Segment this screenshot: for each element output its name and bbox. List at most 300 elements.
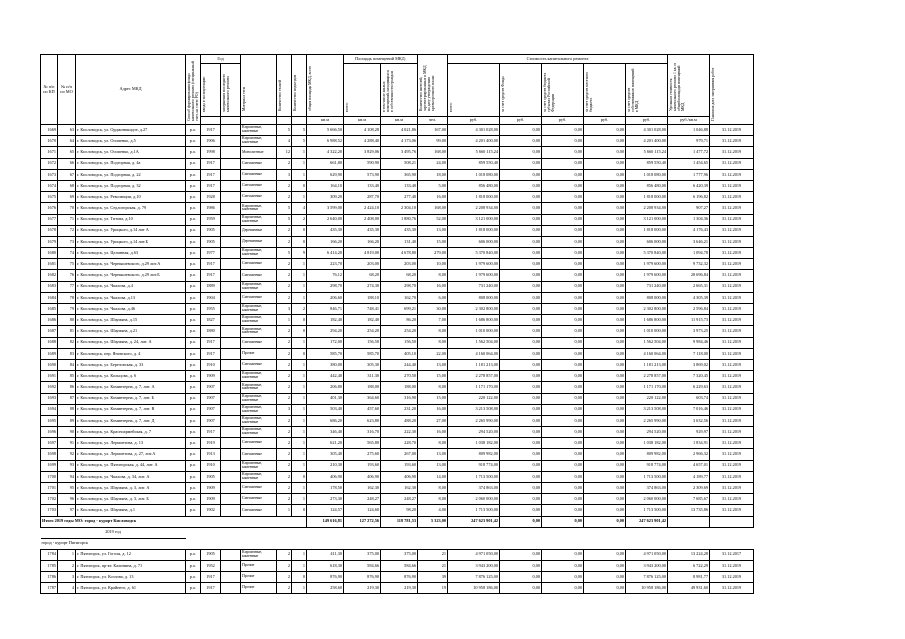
row-cost-total: 2 208 934,00 — [448, 203, 500, 214]
row-cost-total: 2 265 990,00 — [448, 415, 500, 426]
row-entrances: 1 — [292, 281, 307, 292]
row-wall-material: Деревянные — [241, 236, 277, 247]
row-deadline: 31.12.2019 — [710, 147, 754, 158]
row-deadline: 31.12.2019 — [710, 438, 754, 449]
row-year-last-repair — [221, 583, 241, 594]
row-cost-owners: 1 562 504,00 — [626, 337, 668, 348]
row-entrances: 1 — [292, 404, 307, 415]
row-year-last-repair — [221, 393, 241, 404]
row-address: г. Кисловодск, ул. Лермонтова, д. 13 — [76, 438, 186, 449]
row-fund-method: р.о. — [186, 404, 201, 415]
row-residents: 27,00 — [418, 415, 448, 426]
row-cost-local: 0,00 — [584, 438, 626, 449]
row-cost-regional: 0,00 — [542, 292, 584, 303]
row-num-mo: 95 — [58, 483, 76, 494]
row-num-mo: 84 — [58, 359, 76, 370]
row-specific-cost: 6 196,82 — [668, 192, 710, 203]
row-num-pp: 1682 — [41, 270, 58, 281]
row-cost-total: 374 863,00 — [448, 483, 500, 494]
row-entrances: 2 — [292, 304, 307, 315]
row-floors: 2 — [277, 483, 292, 494]
row-area-all: 316,70 — [344, 427, 381, 438]
row-entrances: 1 — [292, 427, 307, 438]
row-area-all: 124,60 — [344, 505, 381, 516]
row-cost-regional: 0,00 — [542, 315, 584, 326]
row-cost-regional: 0,00 — [542, 259, 584, 270]
row-num-pp: 1686 — [41, 315, 58, 326]
row-num-mo: 74 — [58, 248, 76, 259]
row-area-residential: 270,50 — [381, 371, 418, 382]
row-cost-owners: 2 302 800,00 — [626, 304, 668, 315]
row-cost-local: 0,00 — [584, 359, 626, 370]
row-fund-method: р.о. — [186, 248, 201, 259]
row-cost-fund: 0,00 — [500, 583, 542, 594]
row-num-mo: 72 — [58, 225, 76, 236]
row-area-all: 188,10 — [344, 292, 381, 303]
row-year-last-repair — [221, 359, 241, 370]
row-cost-total: 2 278 857,00 — [448, 371, 500, 382]
row-entrances: 1 — [292, 438, 307, 449]
row-residents: 279,00 — [418, 248, 448, 259]
row-year-last-repair — [221, 337, 241, 348]
row-deadline: 31.12.2019 — [710, 494, 754, 505]
row-cost-local: 0,00 — [584, 236, 626, 247]
table-row — [41, 281, 754, 292]
row-year-built: 1998 — [201, 147, 221, 158]
row-cost-total: 1 686 800,00 — [448, 315, 500, 326]
row-cost-fund: 0,00 — [500, 449, 542, 460]
row-num-pp: 1678 — [41, 225, 58, 236]
row-year-last-repair — [221, 192, 241, 203]
row-wall-material: Кирпичные, каменные — [241, 549, 277, 560]
row-area-residential: 162,70 — [381, 292, 418, 303]
row-residents: 5,00 — [418, 180, 448, 191]
row-year-last-repair — [221, 560, 241, 571]
row-specific-cost: 2 665,31 — [668, 281, 710, 292]
table-row — [41, 248, 754, 259]
row-specific-cost: 2 966,32 — [668, 449, 710, 460]
row-num-pp: 1701 — [41, 483, 58, 494]
row-fund-method: р.о. — [186, 393, 201, 404]
row-wall-material: Кирпичные, каменные — [241, 371, 277, 382]
row-cost-total: 809 982,00 — [448, 449, 500, 460]
row-area-residential: 405,10 — [381, 348, 418, 359]
row-area-all: 435,30 — [344, 225, 381, 236]
row-wall-material: Кирпичные, каменные — [241, 393, 277, 404]
row-total-area: 210,30 — [307, 460, 344, 471]
row-cost-total: 856 480,00 — [448, 180, 500, 191]
row-fund-method: р.о. — [186, 225, 201, 236]
row-num-mo: 4 — [58, 583, 76, 594]
row-total-area: 124,57 — [307, 505, 344, 516]
row-year-last-repair — [221, 292, 241, 303]
row-wall-material: Кирпичные, каменные — [241, 248, 277, 259]
row-year-built: 1907 — [201, 404, 221, 415]
row-wall-material: Смешанные — [241, 169, 277, 180]
table-row — [41, 236, 754, 247]
table-total-section — [41, 516, 754, 549]
row-num-pp: 1688 — [41, 337, 58, 348]
row-address: г. Кисловодск, ул. Пятигорская, д. 44, лит. А — [76, 460, 186, 471]
row-area-residential: 3 495,76 — [381, 147, 418, 158]
row-cost-total: 3 213 508,00 — [448, 404, 500, 415]
row-entrances: 0 — [292, 236, 307, 247]
row-num-mo: 71 — [58, 214, 76, 225]
row-num-pp: 1689 — [41, 348, 58, 359]
row-floors: 2 — [277, 236, 292, 247]
row-cost-total: 7 876 125,00 — [448, 571, 500, 582]
row-fund-method: р.о. — [186, 549, 201, 560]
row-cost-local: 0,00 — [584, 214, 626, 225]
row-num-mo: 65 — [58, 147, 76, 158]
table-row — [41, 404, 754, 415]
row-year-built: 1917 — [201, 158, 221, 169]
row-area-all: 573,90 — [344, 169, 381, 180]
row-residents: 8,00 — [418, 337, 448, 348]
row-num-mo: 68 — [58, 180, 76, 191]
row-cost-total: 220 122,00 — [448, 393, 500, 404]
row-floors: 2 — [277, 337, 292, 348]
row-address: г. Кисловодск, ул. Целинная, д.63 — [76, 248, 186, 259]
row-cost-regional: 0,00 — [542, 281, 584, 292]
header-cost-owners: за счет средств собственников помещений в МКД — [626, 64, 668, 117]
row-area-all: 375,00 — [344, 549, 381, 560]
header-area-residential: в том числе жилых помещений, находящихся в собственности граждан — [381, 64, 418, 117]
row-cost-regional: 0,00 — [542, 169, 584, 180]
row-num-mo: 67 — [58, 169, 76, 180]
row-year-built: 1917 — [201, 583, 221, 594]
row-entrances: 1 — [292, 460, 307, 471]
row-specific-cost: 3 869,02 — [668, 359, 710, 370]
row-cost-local: 0,00 — [584, 248, 626, 259]
table-row — [41, 136, 754, 147]
row-area-all: 203,00 — [344, 259, 381, 270]
row-floors: 2 — [277, 270, 292, 281]
row-cost-total: 731 240,00 — [448, 281, 500, 292]
row-area-all: 4 819,00 — [344, 248, 381, 259]
row-floors: 2 — [277, 393, 292, 404]
row-specific-cost: 1 094,78 — [668, 248, 710, 259]
row-specific-cost: 1 834,91 — [668, 438, 710, 449]
row-fund-method: р.о. — [186, 337, 201, 348]
row-area-all: 585,70 — [344, 348, 381, 359]
row-wall-material: Кирпичные, каменные — [241, 415, 277, 426]
row-wall-material: Смешанные — [241, 259, 277, 270]
row-year-last-repair — [221, 225, 241, 236]
table-row — [41, 348, 754, 359]
row-address: г. Кисловодск, ул. Кольцова, д. 6 — [76, 371, 186, 382]
row-cost-fund: 0,00 — [500, 348, 542, 359]
row-floors: 2 — [277, 449, 292, 460]
row-cost-total: 4 301 028,00 — [448, 125, 500, 136]
table-row — [41, 326, 754, 337]
row-num-pp: 1699 — [41, 460, 58, 471]
row-wall-material: Смешанные — [241, 180, 277, 191]
row-address: г. Кисловодск, пер. Яновского, д. 4 — [76, 348, 186, 359]
row-year-built: 1907 — [201, 382, 221, 393]
row-entrances: 1 — [292, 393, 307, 404]
row-area-all: 748,41 — [344, 304, 381, 315]
row-cost-local: 0,00 — [584, 460, 626, 471]
table-row — [41, 583, 754, 594]
row-area-residential: 254,20 — [381, 326, 418, 337]
row-num-pp: 1700 — [41, 471, 58, 482]
row-deadline: 31.12.2019 — [710, 483, 754, 494]
row-year-built: 1909 — [201, 483, 221, 494]
row-cost-fund: 0,00 — [500, 292, 542, 303]
row-area-residential: 162,30 — [381, 483, 418, 494]
row-fund-method: р.о. — [186, 359, 201, 370]
row-floors: 2 — [277, 549, 292, 560]
row-area-all: 182,40 — [344, 315, 381, 326]
row-area-residential: 219,30 — [381, 583, 418, 594]
row-fund-method: р.о. — [186, 560, 201, 571]
row-entrances: 1 — [292, 259, 307, 270]
header-area-group: Площадь помещений МКД: — [344, 55, 418, 64]
row-cost-local: 0,00 — [584, 549, 626, 560]
year-label-row — [41, 527, 754, 538]
row-year-last-repair — [221, 270, 241, 281]
row-residents: 21 — [418, 560, 448, 571]
row-num-mo: 85 — [58, 371, 76, 382]
row-cost-total: 1 038 182,00 — [448, 438, 500, 449]
row-entrances: 1 — [292, 549, 307, 560]
row-wall-material: Монолитные — [241, 147, 277, 158]
row-area-residential: 365,90 — [381, 169, 418, 180]
row-cost-owners: 1 010 000,00 — [626, 326, 668, 337]
row-cost-local: 0,00 — [584, 583, 626, 594]
row-num-pp: 1691 — [41, 371, 58, 382]
row-num-pp: 1669 — [41, 125, 58, 136]
row-num-pp: 1684 — [41, 292, 58, 303]
row-floors: 2 — [277, 560, 292, 571]
row-specific-cost: 28 696,84 — [668, 270, 710, 281]
row-residents: 15,00 — [418, 393, 448, 404]
row-cost-fund: 0,00 — [500, 382, 542, 393]
row-cost-local: 0,00 — [584, 281, 626, 292]
row-cost-owners: 731 240,00 — [626, 281, 668, 292]
table-row — [41, 571, 754, 582]
row-residents: 7,00 — [418, 315, 448, 326]
row-address: г. Кисловодск, ул. Шаумяна, д. 3, лит. А — [76, 483, 186, 494]
row-cost-fund: 0,00 — [500, 571, 542, 582]
row-entrances: 0 — [292, 571, 307, 582]
row-fund-method: р.о. — [186, 136, 201, 147]
table-row — [41, 225, 754, 236]
row-cost-local: 0,00 — [584, 427, 626, 438]
row-cost-regional: 0,00 — [542, 393, 584, 404]
row-wall-material: Смешанные — [241, 494, 277, 505]
row-deadline: 31.12.2019 — [710, 236, 754, 247]
row-year-built: 1917 — [201, 125, 221, 136]
total-area-all: 127 272,56 — [344, 516, 381, 527]
row-num-pp: 1693 — [41, 393, 58, 404]
row-cost-owners: 4 201 400,00 — [626, 136, 668, 147]
header-area-all: всего: — [344, 64, 381, 117]
row-total-area: 621,20 — [307, 438, 344, 449]
row-total-area: 206,60 — [307, 292, 344, 303]
row-floors: 2 — [277, 371, 292, 382]
row-deadline: 31.12.2019 — [710, 583, 754, 594]
row-cost-regional: 0,00 — [542, 571, 584, 582]
row-wall-material: Кирпичные, каменные — [241, 404, 277, 415]
table-row — [41, 180, 754, 191]
row-total-area: 876,90 — [307, 571, 344, 582]
row-cost-fund: 0,00 — [500, 404, 542, 415]
row-area-residential: 4 678,80 — [381, 248, 418, 259]
row-residents: 21 — [418, 549, 448, 560]
row-cost-regional: 0,00 — [542, 136, 584, 147]
repair-plan-table — [40, 54, 754, 594]
row-total-area: 661,80 — [307, 158, 344, 169]
row-num-pp: 1675 — [41, 192, 58, 203]
row-specific-cost: 1 454,65 — [668, 158, 710, 169]
row-total-area: 182,40 — [307, 315, 344, 326]
row-specific-cost: 13 735,86 — [668, 505, 710, 516]
row-residents: 99,00 — [418, 136, 448, 147]
row-year-last-repair — [221, 259, 241, 270]
row-cost-local: 0,00 — [584, 203, 626, 214]
row-area-all: 248,27 — [344, 494, 381, 505]
row-total-area: 76,12 — [307, 270, 344, 281]
row-num-mo: 63 — [58, 125, 76, 136]
row-specific-cost: 7 118,00 — [668, 348, 710, 359]
row-cost-local: 0,00 — [584, 348, 626, 359]
row-wall-material: Кирпичные, каменные — [241, 125, 277, 136]
unit-cell: чел. — [418, 117, 448, 125]
row-cost-fund: 0,00 — [500, 225, 542, 236]
row-year-built: 1917 — [201, 427, 221, 438]
row-deadline: 31.12.2019 — [710, 505, 754, 516]
row-residents: 10,00 — [418, 259, 448, 270]
row-cost-regional: 0,00 — [542, 192, 584, 203]
row-cost-fund: 0,00 — [500, 214, 542, 225]
row-num-mo: 87 — [58, 393, 76, 404]
row-year-last-repair — [221, 125, 241, 136]
row-cost-owners: 4 301 028,00 — [626, 125, 668, 136]
row-cost-local: 0,00 — [584, 259, 626, 270]
row-area-residential: 375,00 — [381, 549, 418, 560]
row-year-built: 1952 — [201, 560, 221, 571]
row-cost-total: 1 171 170,00 — [448, 382, 500, 393]
row-area-all: 305,30 — [344, 359, 381, 370]
row-address: г. Кисловодск, ул. Осипенко, д.5 — [76, 136, 186, 147]
row-year-built: 1928 — [201, 192, 221, 203]
header-cost-local: за счет средств местного бюджета — [584, 64, 626, 117]
row-cost-regional: 0,00 — [542, 125, 584, 136]
row-year-last-repair — [221, 471, 241, 482]
row-cost-total: 10 958 186,00 — [448, 583, 500, 594]
table-row — [41, 427, 754, 438]
row-year-last-repair — [221, 415, 241, 426]
row-cost-fund: 0,00 — [500, 415, 542, 426]
row-cost-regional: 0,00 — [542, 304, 584, 315]
row-fund-method: р.о. — [186, 203, 201, 214]
row-entrances: 5 — [292, 125, 307, 136]
row-area-all: 2 408,00 — [344, 214, 381, 225]
row-year-last-repair — [221, 427, 241, 438]
row-year-built: 1827 — [201, 315, 221, 326]
row-cost-regional: 0,00 — [542, 449, 584, 460]
table-row — [41, 125, 754, 136]
row-cost-total: 5 370 840,00 — [448, 248, 500, 259]
row-cost-regional: 0,00 — [542, 158, 584, 169]
row-cost-fund: 0,00 — [500, 505, 542, 516]
row-cost-owners: 4 971 050,00 — [626, 549, 668, 560]
row-year-last-repair — [221, 449, 241, 460]
row-total-area: 298,70 — [307, 281, 344, 292]
row-cost-owners: 2 265 990,00 — [626, 415, 668, 426]
row-floors: 2 — [277, 494, 292, 505]
row-cost-regional: 0,00 — [542, 460, 584, 471]
row-floors: 2 — [277, 382, 292, 393]
row-wall-material: Кирпичные, каменные — [241, 326, 277, 337]
row-area-all: 275,60 — [344, 449, 381, 460]
row-area-all: 623,80 — [344, 415, 381, 426]
row-entrances: 9 — [292, 248, 307, 259]
row-year-last-repair — [221, 326, 241, 337]
header-cost-regional: за счет средств бюджета субъекта Российской Федерации — [542, 64, 584, 117]
row-specific-cost: 4 176,43 — [668, 225, 710, 236]
row-cost-local: 0,00 — [584, 571, 626, 582]
row-cost-regional: 0,00 — [542, 326, 584, 337]
row-cost-fund: 0,00 — [500, 471, 542, 482]
row-year-last-repair — [221, 203, 241, 214]
table-row — [41, 560, 754, 571]
row-year-last-repair — [221, 404, 241, 415]
row-specific-cost: 2 596,84 — [668, 304, 710, 315]
row-area-all: 3 829,06 — [344, 147, 381, 158]
total-row — [41, 516, 754, 527]
row-cost-regional: 0,00 — [542, 270, 584, 281]
row-cost-local: 0,00 — [584, 393, 626, 404]
row-cost-regional: 0,00 — [542, 560, 584, 571]
row-specific-cost: 1 304,36 — [668, 214, 710, 225]
row-address: г. Пятигорск, ул. Гоголя, д. 12 — [76, 549, 186, 560]
row-area-all: 133,40 — [344, 180, 381, 191]
row-year-last-repair — [221, 180, 241, 191]
row-cost-regional: 0,00 — [542, 214, 584, 225]
row-deadline: 31.12.2019 — [710, 225, 754, 236]
row-entrances: 2 — [292, 214, 307, 225]
row-area-all: 287,70 — [344, 192, 381, 203]
row-cost-total: 1 018 080,00 — [448, 169, 500, 180]
row-cost-local: 0,00 — [584, 315, 626, 326]
row-year-built: 1959 — [201, 214, 221, 225]
row-area-residential: 406,90 — [381, 471, 418, 482]
row-floors: 3 — [277, 304, 292, 315]
row-cost-regional: 0,00 — [542, 147, 584, 158]
row-num-mo: 79 — [58, 304, 76, 315]
row-cost-fund: 0,00 — [500, 158, 542, 169]
row-residents: 39 — [418, 571, 448, 582]
row-floors: 1 — [277, 315, 292, 326]
row-cost-regional: 0,00 — [542, 505, 584, 516]
row-cost-fund: 0,00 — [500, 371, 542, 382]
row-num-mo: 73 — [58, 236, 76, 247]
row-area-all: 162,30 — [344, 483, 381, 494]
row-cost-owners: 374 863,00 — [626, 483, 668, 494]
row-year-built: 1910 — [201, 460, 221, 471]
row-specific-cost: 7 685,67 — [668, 494, 710, 505]
row-wall-material: Прочие — [241, 583, 277, 594]
row-cost-regional: 0,00 — [542, 203, 584, 214]
row-address: г. Кисловодск, ул. Подгорная, д. 4а — [76, 158, 186, 169]
row-fund-method: р.о. — [186, 169, 201, 180]
row-fund-method: р.о. — [186, 438, 201, 449]
row-num-mo: 83 — [58, 348, 76, 359]
row-specific-cost: 7 320,45 — [668, 371, 710, 382]
